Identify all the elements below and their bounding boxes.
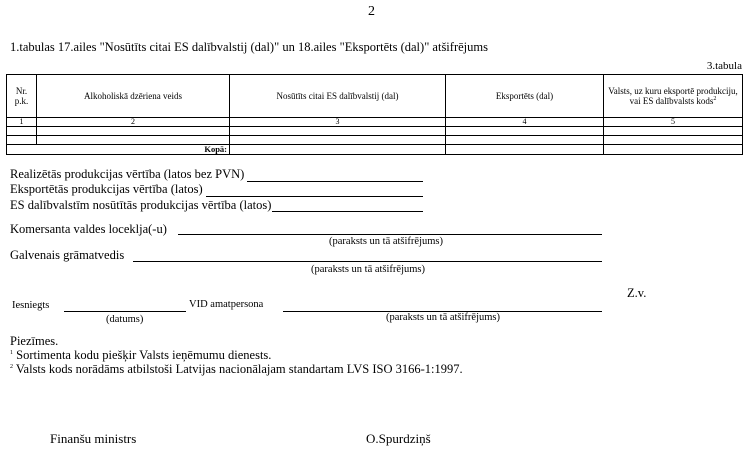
- header-country-code-sup: 2: [713, 96, 717, 102]
- breakdown-table: [6, 74, 743, 155]
- minister-title: Finanšu ministrs: [50, 431, 137, 446]
- submitted-date-line[interactable]: [64, 311, 186, 312]
- header-country-code: [604, 75, 743, 118]
- header-sent: Nosūtīts citai ES dalībvalstij (dal): [230, 75, 446, 118]
- table-cell[interactable]: [37, 136, 230, 145]
- page-number: 2: [368, 4, 375, 19]
- table-number: 3.tabula: [706, 60, 742, 72]
- note-1: [10, 348, 271, 363]
- realized-value-line[interactable]: [247, 181, 423, 182]
- total-label: Kopā:: [37, 145, 230, 155]
- board-member-signature-caption: (paraksts un tā atšifrējums): [329, 236, 444, 247]
- header-country-code-text: Valsts, uz kuru eksportē produkciju, vai ES dalībvalsts kods: [608, 86, 738, 106]
- submitted-label: Iesniegts: [12, 300, 50, 311]
- table-cell[interactable]: [604, 127, 743, 136]
- note-1-number: 1: [10, 349, 13, 356]
- notes-heading: Piezīmes.: [10, 334, 59, 348]
- total-exported-cell[interactable]: [446, 145, 604, 155]
- exported-value-label: Eksportētās produkcijas vērtība (latos): [10, 182, 203, 196]
- exported-value-line[interactable]: [206, 196, 423, 197]
- col-num-1: 1: [7, 118, 37, 127]
- eu-sent-value-line[interactable]: [272, 211, 423, 212]
- col-num-5: 5: [604, 118, 743, 127]
- vid-official-label: VID amatpersona: [189, 299, 264, 310]
- chief-accountant-signature-caption: (paraksts un tā atšifrējums): [311, 264, 426, 275]
- total-spacer: [7, 145, 37, 155]
- table-cell[interactable]: [230, 136, 446, 145]
- header-nr: Nr. p.k.: [7, 75, 37, 118]
- note-1-text: Sortimenta kodu piešķir Valsts ieņēmumu dienests.: [16, 348, 272, 362]
- realized-value-label: Realizētās produkcijas vērtība (latos bez PVN): [10, 167, 245, 181]
- note-2-number: 2: [10, 363, 13, 370]
- table-cell[interactable]: [230, 127, 446, 136]
- table-row: [7, 136, 743, 145]
- chief-accountant-signature-line[interactable]: [133, 261, 602, 262]
- minister-name: O.Spurdziņš: [366, 431, 431, 446]
- table-header-row: [7, 75, 743, 118]
- table-row: [7, 127, 743, 136]
- header-type: Alkoholiskā dzēriena veids: [37, 75, 230, 118]
- note-2: [10, 362, 463, 377]
- total-code-cell[interactable]: [604, 145, 743, 155]
- header-exported: Eksportēts (dal): [446, 75, 604, 118]
- note-2-text: Valsts kods norādāms atbilstoši Latvijas nacionālajam standartam LVS ISO 3166-1:1997.: [15, 362, 463, 376]
- table-title: 1.tabulas 17.ailes "Nosūtīts citai ES dalībvalstij (dal)" un 18.ailes "Eksportēts (dal)" atšifrējums: [10, 40, 488, 54]
- table-cell[interactable]: [37, 127, 230, 136]
- col-num-2: 2: [37, 118, 230, 127]
- table-cell[interactable]: [446, 136, 604, 145]
- column-number-row: [7, 118, 743, 127]
- table-cell[interactable]: [604, 136, 743, 145]
- date-caption: (datums): [106, 314, 144, 325]
- table-cell[interactable]: [7, 136, 37, 145]
- col-num-3: 3: [230, 118, 446, 127]
- eu-sent-value-label: ES dalībvalstīm nosūtītās produkcijas vērtība (latos): [10, 198, 272, 212]
- table-cell[interactable]: [446, 127, 604, 136]
- vid-signature-caption: (paraksts un tā atšifrējums): [386, 312, 501, 323]
- board-member-signature-line[interactable]: [178, 234, 602, 235]
- table-cell[interactable]: [7, 127, 37, 136]
- stamp-place: Z.v.: [627, 286, 647, 300]
- chief-accountant-label: Galvenais grāmatvedis: [10, 248, 125, 262]
- col-num-4: 4: [446, 118, 604, 127]
- board-member-label: Komersanta valdes loceklja(-u): [10, 222, 167, 236]
- total-row: [7, 145, 743, 155]
- total-sent-cell[interactable]: [230, 145, 446, 155]
